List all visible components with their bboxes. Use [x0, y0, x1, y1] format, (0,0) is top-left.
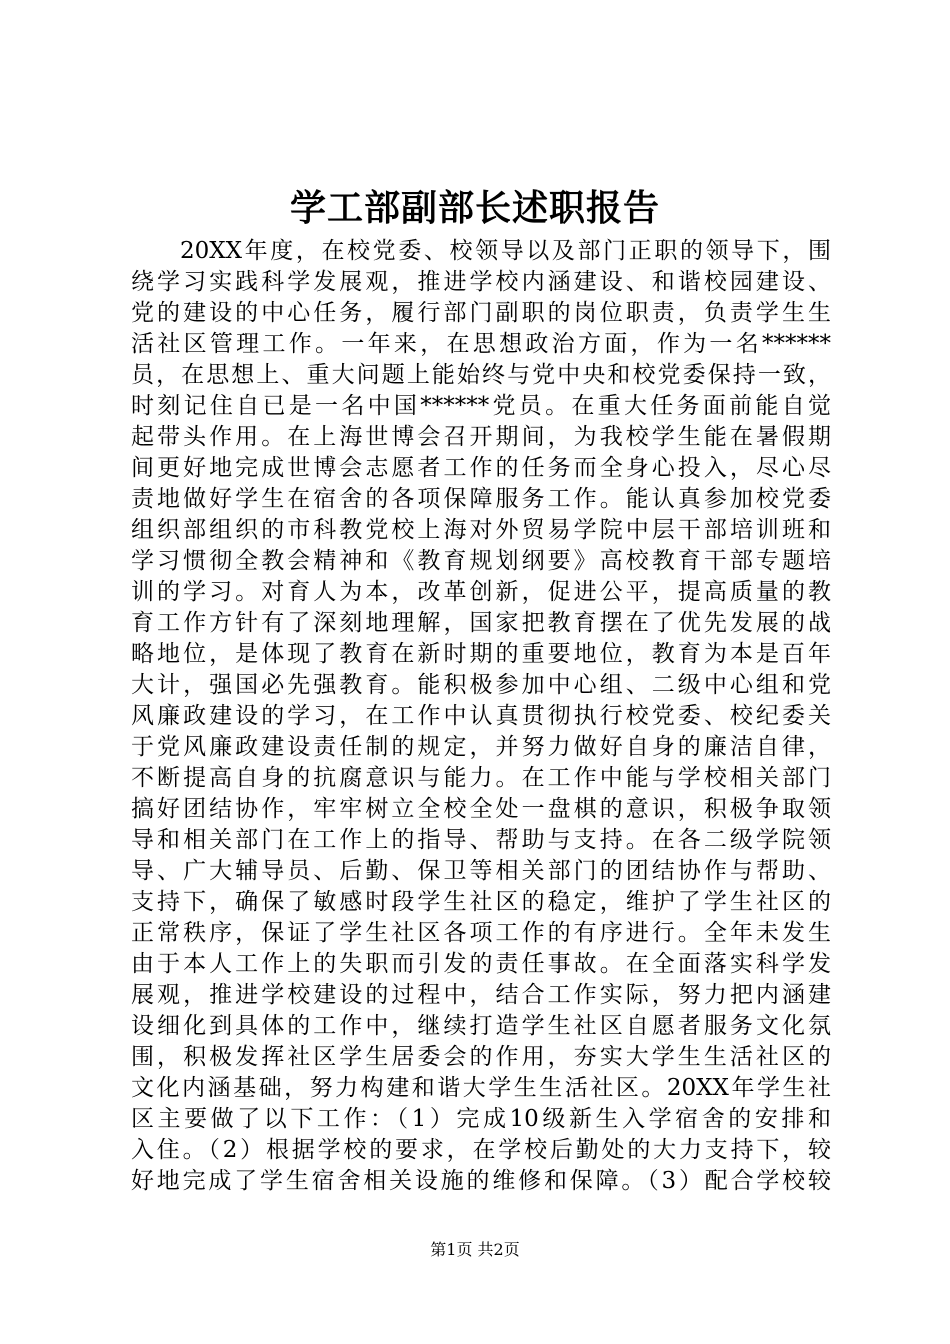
body-line: 略地位，是体现了教育在新时期的重要地位，教育为本是百年 [131, 641, 831, 667]
body-line: 活社区管理工作。一年来，在思想政治方面，作为一名****** [131, 331, 831, 357]
page-footer: 第1页 共2页 [430, 1240, 520, 1259]
body-line: 于党风廉政建设责任制的规定，并努力做好自身的廉洁自律， [131, 734, 831, 760]
body-line: 文化内涵基础，努力构建和谐大学生生活社区。20XX年学生社 [131, 1075, 831, 1101]
body-line: 正常秩序，保证了学生社区各项工作的有序进行。全年未发生 [131, 920, 831, 946]
report-body [131, 236, 831, 1197]
body-line: 党的建设的中心任务，履行部门副职的岗位职责，负责学生生 [131, 300, 831, 326]
body-line: 大计，强国必先强教育。能积极参加中心组、二级中心组和党 [131, 672, 831, 698]
body-line: 导、广大辅导员、后勤、保卫等相关部门的团结协作与帮助、 [131, 858, 831, 884]
body-line: 训的学习。对育人为本，改革创新，促进公平，提高质量的教 [131, 579, 831, 605]
body-line: 支持下，确保了敏感时段学生社区的稳定，维护了学生社区的 [131, 889, 831, 915]
body-line: 区主要做了以下工作：（1）完成10级新生入学宿舍的安排和 [131, 1106, 831, 1132]
body-line: 20XX年度，在校党委、校领导以及部门正职的领导下，围 [180, 238, 831, 264]
body-line: 育工作方针有了深刻地理解，国家把教育摆在了优先发展的战 [131, 610, 831, 636]
document-title: 学工部副部长述职报告 [289, 187, 660, 229]
body-line: 入住。（2）根据学校的要求，在学校后勤处的大力支持下，较 [131, 1137, 831, 1163]
body-line: 学习惯彻全教会精神和《教育规划纲要》高校教育干部专题培 [131, 548, 831, 574]
body-line: 间更好地完成世博会志愿者工作的任务而全身心投入，尽心尽 [131, 455, 831, 481]
body-line: 责地做好学生在宿舍的各项保障服务工作。能认真参加校党委 [131, 486, 831, 512]
body-line: 搞好团结协作，牢牢树立全校全处一盘棋的意识，积极争取领 [131, 796, 831, 822]
body-line: 绕学习实践科学发展观，推进学校内涵建设、和谐校园建设、 [131, 269, 831, 295]
body-line: 风廉政建设的学习，在工作中认真贯彻执行校党委、校纪委关 [131, 703, 831, 729]
body-line: 不断提高自身的抗腐意识与能力。在工作中能与学校相关部门 [131, 765, 831, 791]
body-line: 好地完成了学生宿舍相关设施的维修和保障。（3）配合学校较 [131, 1168, 831, 1194]
body-line: 设细化到具体的工作中，继续打造学生社区自愿者服务文化氛 [131, 1013, 831, 1039]
body-line: 导和相关部门在工作上的指导、帮助与支持。在各二级学院领 [131, 827, 831, 853]
body-line: 时刻记住自已是一名中国******党员。在重大任务面前能自觉 [131, 393, 831, 419]
body-line: 员，在思想上、重大问题上能始终与党中央和校党委保持一致， [131, 362, 831, 388]
body-line: 组织部组织的市科教党校上海对外贸易学院中层干部培训班和 [131, 517, 831, 543]
body-line: 围，积极发挥社区学生居委会的作用，夯实大学生生活社区的 [131, 1044, 831, 1070]
body-line: 起带头作用。在上海世博会召开期间，为我校学生能在暑假期 [131, 424, 831, 450]
body-line: 由于本人工作上的失职而引发的责任事故。在全面落实科学发 [131, 951, 831, 977]
body-line: 展观，推进学校建设的过程中，结合工作实际，努力把内涵建 [131, 982, 831, 1008]
